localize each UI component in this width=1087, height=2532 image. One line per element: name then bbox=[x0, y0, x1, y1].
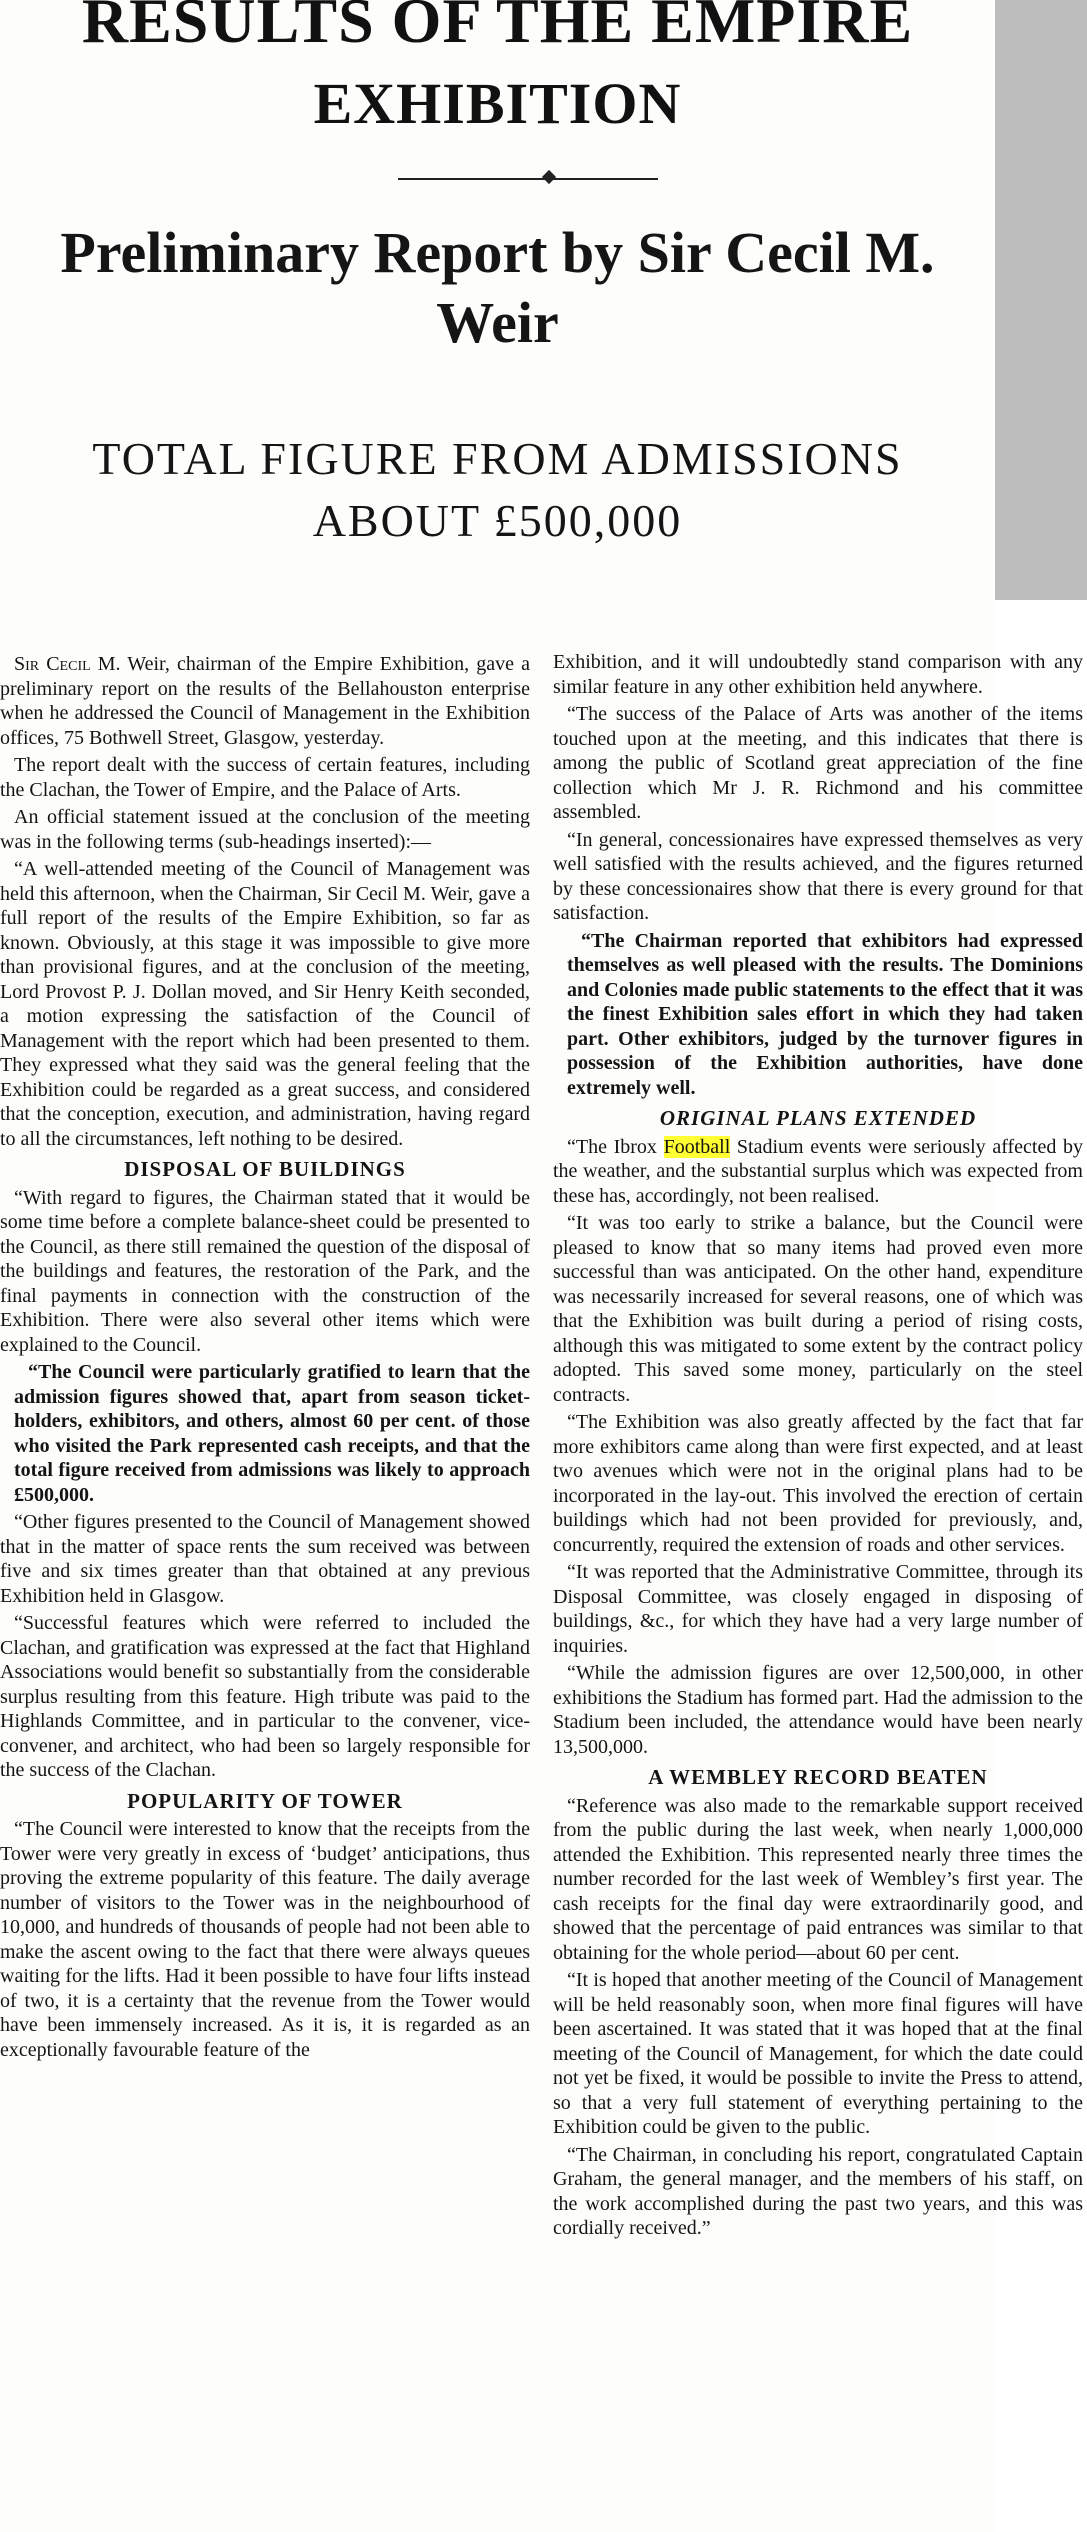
subheading-plans: ORIGINAL PLANS EXTENDED bbox=[659, 1106, 977, 1130]
page-margin-strip bbox=[995, 0, 1087, 600]
paragraph: “While the admission figures are over 12,500,000, in other exhibitions the Stadium has formed part. Had the admission to the Stadium been included, the attendance would have been nearly 13,500,000. bbox=[553, 1662, 1083, 1758]
paragraph: “Reference was also made to the remarkable support received from the public during the last week, when nearly 1,000,000 attended the Exhibition. This represented nearly three times the number recorded for the last week of Wembley’s first year. The cash receipts for the final day were extraordinarily good, and showed that the percentage of paid entrances was similar to that obtaining for the whole period—about 60 per cent. bbox=[553, 1794, 1083, 1964]
lead-in: Sir Cecil bbox=[14, 653, 91, 675]
deck-line-2: ABOUT £500,000 bbox=[312, 495, 683, 546]
paragraph: An official statement issued at the conclusion of the meeting was in the following terms (sub-headings inserted):— bbox=[0, 806, 530, 853]
paragraph-text: M. Weir, chairman of the Empire Exhibition, gave a preliminary report on the results of the Bellahouston enterprise when he addressed the Council of Management in the Exhibition offices, 75 Bothwell Street, Glasgow, yesterday. bbox=[0, 653, 530, 749]
deck-headline bbox=[60, 428, 935, 552]
headline-rule bbox=[398, 178, 658, 180]
paragraph: “A well-attended meeting of the Council of Management was held this afternoon, when the Chairman, Sir Cecil M. Weir, gave a full report of the results of the Empire Exhibition, so far as known. Obviously, at this stage it was impossible to give more than provisional figures, and at the conclusion of the meeting, Lord Provost P. J. Dollan moved, and Sir Henry Keith seconded, a motion expressing the satisfaction of the Council of Management with the report which had been presented to them. They expressed what they said was the general feeling that the Exhibition could be regarded as a great success, and considered that the conception, execution, and administration, having regard to all the circumstances, left nothing to be desired. bbox=[0, 858, 530, 1150]
paragraph: “The Chairman, in concluding his report, congratulated Captain Graham, the general manager, and the members of his staff, on the work accomplished during the past two years, and this was cordially received.” bbox=[553, 2143, 1083, 2239]
headline-line-2: EXHIBITION bbox=[313, 71, 682, 136]
rule-ornament bbox=[542, 170, 556, 184]
deck-line-1: TOTAL FIGURE FROM ADMISSIONS bbox=[92, 433, 903, 484]
paragraph: “In general, concessionaires have expressed themselves as very well satisfied with the results achieved, and the figures returned by these concessionaires show that there is every ground for that satisfaction. bbox=[553, 828, 1083, 924]
subheading-tower: POPULARITY OF TOWER bbox=[127, 1788, 403, 1813]
paragraph: “With regard to figures, the Chairman stated that it would be some time before a complete balance-sheet could be presented to the Council, as there still remained the question of the disposal of the buildings and features, the restoration of the Park, and the final payments in connection with the construction of the Exhibition. There were also several other items which were explained to the Council. bbox=[0, 1186, 530, 1356]
subheading-disposal: DISPOSAL OF BUILDINGS bbox=[124, 1157, 406, 1181]
paragraph: “The success of the Palace of Arts was another of the items touched upon at the meeting, and this indicates that there is among the public of Scotland great appreciation of the fine collection which Mr J. R. Richmond and his committee assembled. bbox=[553, 703, 1083, 823]
article-column-right bbox=[553, 650, 1083, 2530]
search-highlight: Football bbox=[663, 1135, 731, 1158]
paragraph: “It was too early to strike a balance, but the Council were pleased to know that so many items had proved even more successful than was anticipated. On the other hand, expenditure was necessarily increased for several reasons, one of which was that the Exhibition was built during a period of rising costs, although this was mitigated to some extent by the contract policy adopted. This saved some money, particularly on the steel contracts. bbox=[553, 1212, 1083, 1406]
paragraph bbox=[0, 652, 530, 750]
headline-line-1: RESULTS OF THE EMPIRE bbox=[81, 0, 914, 56]
paragraph-text: “The Ibrox bbox=[567, 1135, 664, 1158]
bold-paragraph: “The Council were particularly gratified to learn that the admission figures showed that, apart from season ticket-holders, exhibitors, and others, almost 60 per cent. of those who visited the Park represented cash receipts, and that the total figure received from admissions was likely to approach £500,000. bbox=[14, 1361, 530, 1506]
subheading-wembley: A WEMBLEY RECORD BEATEN bbox=[648, 1765, 988, 1789]
paragraph: The report dealt with the success of certain features, including the Clachan, the Tower of Empire, and the Palace of Arts. bbox=[0, 754, 530, 801]
paragraph: “Other figures presented to the Council of Management showed that in the matter of space rents the sum received was between five and six times greater than that obtained at any previous Exhibition held in Glasgow. bbox=[0, 1511, 530, 1607]
subheadline: Preliminary Report by Sir Cecil M. Weir bbox=[60, 220, 935, 355]
paragraph: “The Exhibition was also greatly affected by the fact that far more exhibitors came along than were first expected, and at least two avenues which were not in the original plans had to be incorporated in the lay-out. This involved the erection of certain buildings which had not been provided for previously, and, concurrently, required the extension of roads and other services. bbox=[553, 1411, 1083, 1556]
bold-paragraph: “The Chairman reported that exhibitors had expressed themselves as well pleased with the results. The Dominions and Colonies made public statements to the effect that it was the finest Exhibition sales effort in which they had taken part. Other exhibitors, judged by the turnover figures in possession of the Exhibition authorities, have done extremely well. bbox=[567, 929, 1083, 1099]
paragraph: “It is hoped that another meeting of the Council of Management will be held reasonably soon, when more final figures will have been ascertained. It was stated that it was hoped that at the final meeting of the Council of Management, for which the date could not yet be fixed, it would be possible to invite the Press to attend, so that a very full statement of everything pertaining to the Exhibition could be given to the public. bbox=[553, 1969, 1083, 2138]
paragraph: “It was reported that the Administrative Committee, through its Disposal Committee, was closely engaged in disposing of buildings, &c., for which they have had a very large number of inquiries. bbox=[553, 1561, 1083, 1657]
article-column-left bbox=[0, 652, 530, 2532]
paragraph: “The Council were interested to know that the receipts from the Tower were very greatly in excess of ‘budget’ anticipations, thus proving the extreme popularity of this feature. The daily average number of visitors to the Tower was in the neighbourhood of 10,000, and hundreds of thousands of people had not been able to make the ascent owing to the fact that there were always queues waiting for the lifts. Had it been possible to have four lifts instead of two, it is a certainty that the revenue from the Tower would have been immensely increased. As it is, it is regarded as an exceptionally favourable feature of the bbox=[0, 1818, 530, 2061]
paragraph bbox=[553, 1135, 1083, 1209]
paragraph-text: Stadium events were seriously affected by the weather, and the substantial surplus which was expected from these has, accordingly, not been realised. bbox=[553, 1135, 1083, 1207]
paragraph: Exhibition, and it will undoubtedly stand comparison with any similar feature in any other exhibition held anywhere. bbox=[553, 651, 1083, 698]
paragraph: “Successful features which were referred to included the Clachan, and gratification was expressed at the fact that Highland Associations would benefit so substantially from the considerable surplus resulting from this feature. High tribute was paid to the Highlands Committee, and in particular to the convener, vice-convener, and architect, who had been so largely responsible for the success of the Clachan. bbox=[0, 1612, 530, 1781]
